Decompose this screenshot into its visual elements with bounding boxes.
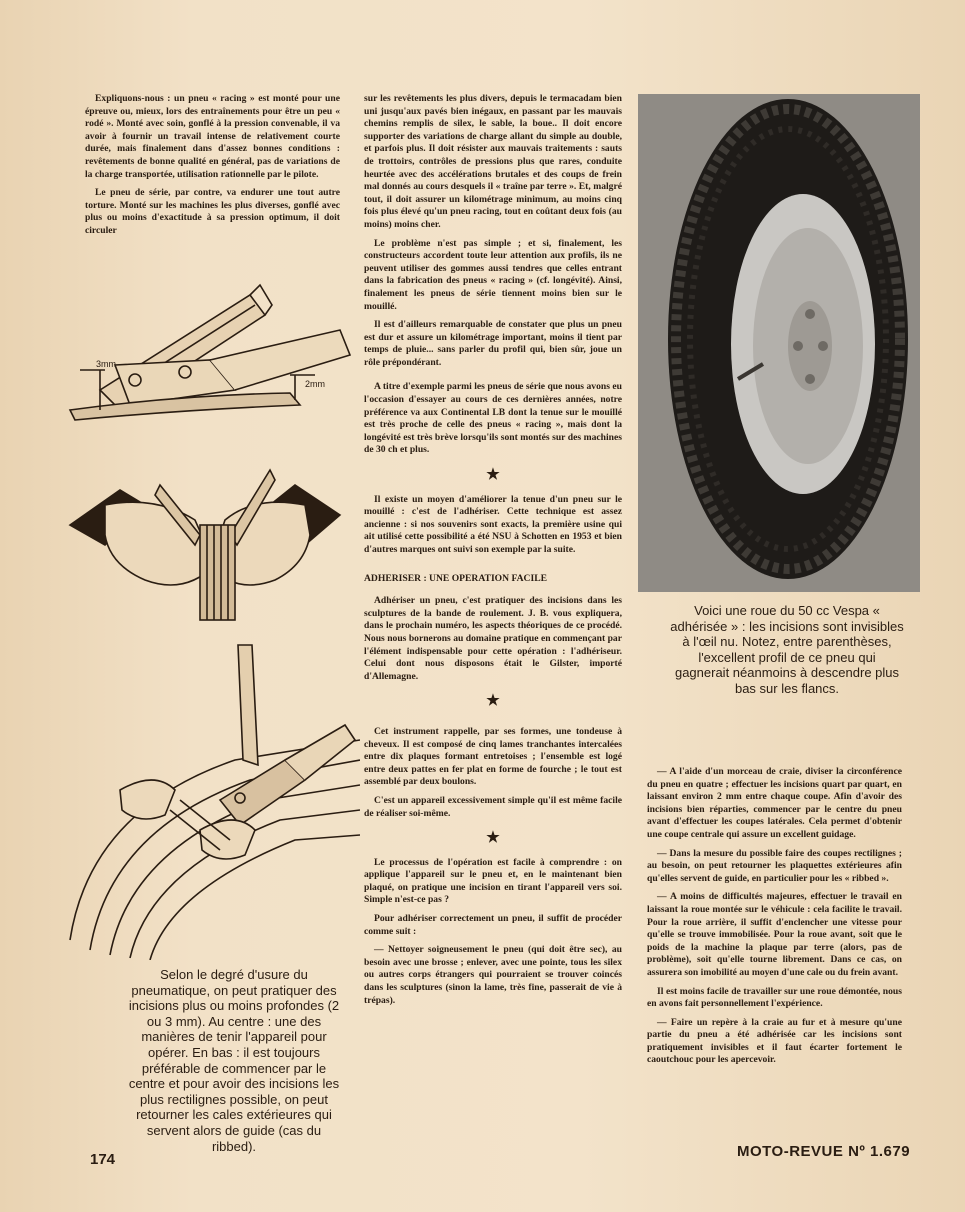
col2-paragraph-8: C'est un appareil excessivement simple qu'il est même facile de réaliser soi-même. <box>364 794 622 819</box>
col2-paragraph-11: — Nettoyer soigneusement le pneu (qui doit être sec), au besoin avec une brosse ; enlever, avec une pointe, tous les silex ou autres corps étrangers qui pourraient se trouver coincés dans les sculptures (sinon la lame, très fine, passerait de vie à trépas). <box>364 944 622 1006</box>
column-3 <box>647 766 902 1073</box>
col3-paragraph-4: Il est moins facile de travailler sur une roue démontée, nous en avons fait personnellement l'expérience. <box>647 985 902 1010</box>
col2-paragraph-4: A titre d'exemple parmi les pneus de série que nous avons eu l'occasion d'essayer au cours de ces dernières années, notre préférence va aux Continental LB dont la tenue sur le mouillé est très proche de celle des pneus « racing », mais dont la longévité est très brève lorsqu'ils sont montés sur des machines de 30 ch et plus. <box>364 381 622 456</box>
column-1 <box>85 93 340 244</box>
col3-paragraph-2: — Dans la mesure du possible faire des coupes rectilignes ; au besoin, on peut retourner les plaquettes extérieures afin qu'elles servent de guide, en particulier pour les « ribbed ». <box>647 847 902 884</box>
illustration-incision-depth <box>60 275 360 445</box>
label-2mm: 2mm <box>305 379 325 389</box>
illustration-hands-holding-tool <box>65 465 345 625</box>
photo-caption: Voici une roue du 50 cc Vespa « adhérisée » : les incisions sont invisibles à l'œil nu. Notez, entre parenthèses, l'excellent profil de ce pneu qui gagnerait néanmoins à descendre plus bas sur les flancs. <box>670 603 904 696</box>
label-3mm: 3mm <box>96 359 116 369</box>
col3-paragraph-5: — Faire un repère à la craie au fur et à mesure qu'une partie du pneu a été adhérisée car les incisions sont pratiquement invisibles et il faut écarter fortement le caoutchouc pour les apercevoir. <box>647 1016 902 1066</box>
col3-paragraph-1: — A l'aide d'un morceau de craie, diviser la circonférence du pneu en quatre ; effectuer les incisions quart par quart, en laissant environ 2 mm entre chaque coupe. Afin d'avoir des incisions bien réparties, commencer par le centre du pneu avant d'effectuer les coupes latérales. Cela permet d'obtenir une coupe centrale qui assure un excellent guidage. <box>647 766 902 840</box>
journal-issue: MOTO-REVUE Nº 1.679 <box>737 1143 911 1160</box>
col2-paragraph-6: Adhériser un pneu, c'est pratiquer des incisions dans les sculptures de la bande de roulement. J. B. vous expliquera, dans le prochain numéro, les aspects théoriques de ce procédé. Nous nous bornerons au domaine pratique en commençant par l'élément indispensable pour cette opération : l'adhériseur. Celui dont nous disposons était le Gilster, importé d'Allemagne. <box>364 595 622 682</box>
page-number: 174 <box>90 1151 116 1168</box>
col1-paragraph-2: Le pneu de série, par contre, va endurer une tout autre torture. Monté sur les machines les plus diverses, gonflé avec plus ou moins d'exactitude à sa pression optimum, il doit circuler <box>85 187 340 236</box>
illustration-caption: Selon le degré d'usure du pneumatique, on peut pratiquer des incisions plus ou moins profondes (2 ou 3 mm). Au centre : une des manières de tenir l'appareil pour opérer. En bas : il est toujours préférable de commencer par le centre et pour avoir des incisions les plus rectilignes possible, on peut retourner les cales extérieures qui servent alors de guide (cas du ribbed). <box>128 967 340 1154</box>
col1-paragraph-1: Expliquons-nous : un pneu « racing » est monté pour une épreuve ou, mieux, lors des entraînements pour être un peu « rodé ». Monté avec soin, gonflé à la pression convenable, il va avoir à fournir un travail intense de relativement courte durée, mais finalement dans d'assez bonnes conditions : revêtements de bonne qualité en général, pas de variations de la charge transportée, utilisation rationnelle par le pilote. <box>85 93 340 180</box>
column-2 <box>364 93 622 1013</box>
col2-paragraph-5: Il existe un moyen d'améliorer la tenue d'un pneu sur le mouillé : c'est de l'adhériser. Cette technique est assez ancienne : si nos souvenirs sont exacts, la première usine qui ait utilisé cette possibilité a été NSU à Schotten en 1953 et bien d'autres marques ont suivi son exemple par la suite. <box>364 493 622 555</box>
section-star-2: ★ <box>486 693 500 710</box>
col2-paragraph-9: Le processus de l'opération est facile à comprendre : on applique l'appareil sur le pneu et, en le maintenant bien plaqué, on pratique une incision en tirant l'appareil vers soi. Simple n'est-ce pas ? <box>364 856 622 906</box>
col2-paragraph-2: Le problème n'est pas simple ; et si, finalement, les constructeurs accordent toute leur attention aux profils, ils ne peuvent utiliser des gommes aussi tendres que celles entrant dans la fabrication des pneus « racing » (cf. longévité). Ainsi, finalement les pneus de série tiennent moins bien sur le mouillé. <box>364 237 622 312</box>
section-star-1: ★ <box>486 467 500 484</box>
col2-paragraph-7: Cet instrument rappelle, par ses formes, une tondeuse à cheveux. Il est composé de cinq lames tranchantes intercalées entre dix plaques formant entretoises ; l'ensemble est logé entre deux pattes en fer plat en forme de fourche ; le tout est assemblé par deux boulons. <box>364 725 622 788</box>
illustration-tool-on-tyre <box>60 640 360 960</box>
col3-paragraph-3: — A moins de difficultés majeures, effectuer le travail en laissant la roue montée sur le véhicule : cela facilite le travail. Pour la roue arrière, il suffit d'enclencher une vitesse pour qu'elle se trouve immobilisée. Pour la roue avant, soit que le poids de la machine la plaque par terre (alors, pas de problème), soit qu'elle tourne librement. Dans ce cas, on assurera son imobilité au moyen d'une cale ou du frein avant. <box>647 891 902 978</box>
section-heading: ADHERISER : UNE OPERATION FACILE <box>364 572 548 584</box>
section-star-3: ★ <box>486 830 500 847</box>
col2-paragraph-1: sur les revêtements les plus divers, depuis le termacadam bien uni jusqu'aux pavés bien inégaux, en passant par les mauvais chemins remplis de silex, le sable, la boue.. Il doit encore supporter des variations de charge allant du simple au double, et parfois plus. Il doit résister aux mauvais traitements : sauts de trottoirs, contrôles de pressions plus que rares, conduite heurtée avec des accélérations brutales et des coups de frein mal donnés au cours desquels il « traîne par terre ». Et, malgré tout, il doit assurer un kilométrage minimum, au moins cinq fois plus élevé qu'un pneu racing, tout en coûtant deux fois (au moins) moins cher. <box>364 93 622 230</box>
col2-paragraph-3: Il est d'ailleurs remarquable de constater que plus un pneu est dur et assure un kilométrage important, moins il tient par temps de pluie... sans parler du profil qui, bien sûr, joue un rôle prépondérant. <box>364 319 622 368</box>
col2-paragraph-10: Pour adhériser correctement un pneu, il suffit de procéder comme suit : <box>364 913 622 937</box>
tyre-image <box>638 94 920 592</box>
tyre-photo <box>638 94 920 592</box>
